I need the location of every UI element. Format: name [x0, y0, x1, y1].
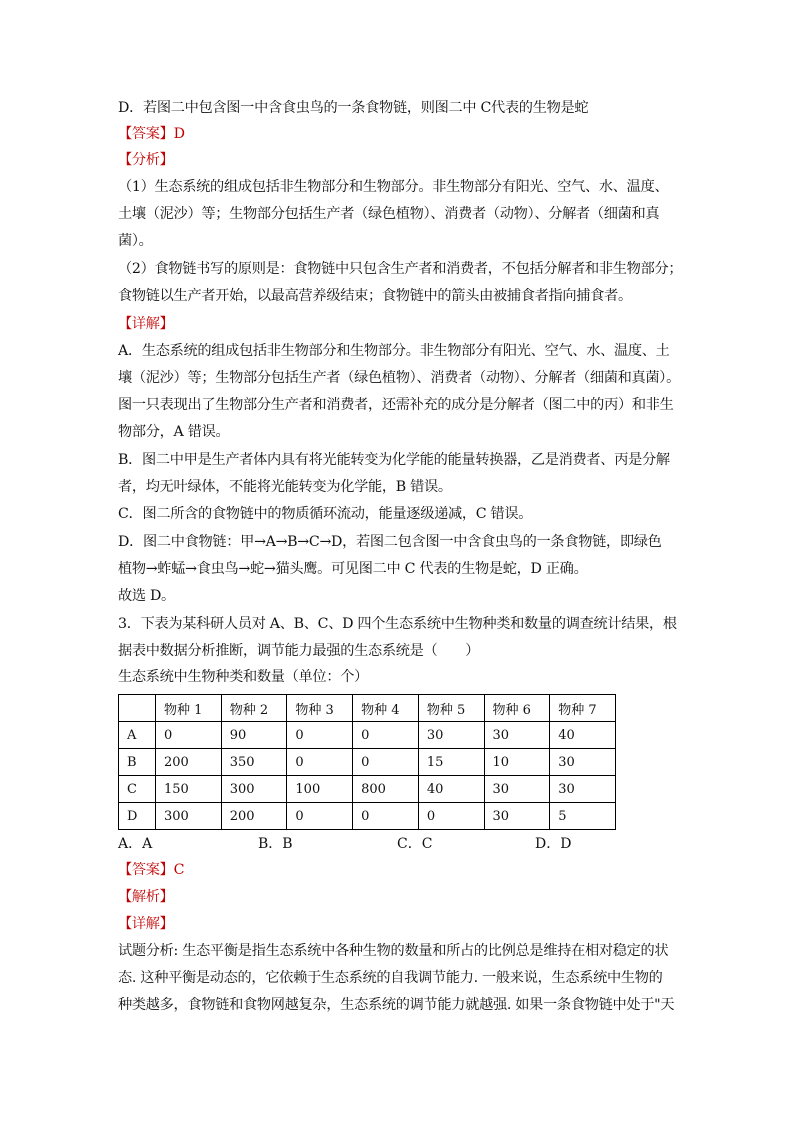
answer-value: D	[173, 126, 185, 142]
table-header-cell: 物种 3	[287, 695, 353, 722]
table-caption: 生态系统中生物种类和数量（单位：个）	[118, 669, 368, 685]
analysis-p2-line2: 食物链以生产者开始，以最高营养级结束；食物链中的箭头由被捕食者指向捕食者。	[118, 288, 632, 304]
explanation-line2: 态. 这种平衡是动态的，它依赖于生态系统的自我调节能力. 一般来说，生态系统中生物的	[118, 970, 663, 986]
detail-a-line2: 壤（泥沙）等；生物部分包括生产者（绿色植物）、消费者（动物）、分解者（细菌和真菌）。	[118, 370, 680, 386]
detail-d-line2: 植物→蚱蜢→食虫鸟→蛇→猫头鹰。可见图二中 C 代表的生物是蛇，D 正确。	[118, 561, 588, 577]
table-cell: 350	[221, 749, 287, 776]
table-cell: 0	[287, 749, 353, 776]
table-header-row	[119, 695, 616, 722]
table-cell: C	[119, 776, 156, 803]
table-cell: 30	[550, 749, 616, 776]
table-cell: 200	[156, 749, 222, 776]
table-cell: 0	[287, 722, 353, 749]
table-cell: 100	[287, 776, 353, 803]
table-cell: 90	[221, 722, 287, 749]
table-cell: 40	[418, 776, 484, 803]
option-a: A．A	[118, 836, 153, 852]
table-cell: 15	[418, 749, 484, 776]
table-cell: 30	[418, 722, 484, 749]
table-header-cell: 物种 2	[221, 695, 287, 722]
question-3-line1: 3．下表为某科研人员对 A、B、C、D 四个生态系统中生物种类和数量的调查统计结果，根	[118, 616, 677, 632]
table-cell: 0	[353, 803, 419, 830]
detail-tag: 【详解】	[118, 316, 174, 332]
analysis-p1-line3: 菌）。	[118, 233, 153, 249]
table-header-cell: 物种 6	[484, 695, 550, 722]
table-cell: 300	[156, 803, 222, 830]
option-d: D．D	[535, 836, 572, 852]
detail-a-line3: 图一只表现出了生物部分生产者和消费者，还需补充的成分是分解者（图二中的丙）和非生	[118, 397, 674, 413]
analysis-p2-line1: （2）食物链书写的原则是：食物链中只包含生产者和消费者，不包括分解者和非生物部分；	[118, 261, 683, 277]
table-cell: 30	[550, 776, 616, 803]
table-cell: 0	[156, 722, 222, 749]
table-cell: 800	[353, 776, 419, 803]
analysis-tag: 【分析】	[118, 152, 174, 168]
table-cell: 300	[221, 776, 287, 803]
table-cell: 5	[550, 803, 616, 830]
table-cell: 200	[221, 803, 287, 830]
answer-value: C	[173, 862, 185, 878]
question-3-line2: 据表中数据分析推断，调节能力最强的生态系统是（ ）	[118, 643, 480, 659]
analysis-p1-line2: 土壤（泥沙）等；生物部分包括生产者（绿色植物）、消费者（动物）、分解者（细菌和真	[118, 206, 660, 222]
table-cell: 30	[484, 722, 550, 749]
table-cell: D	[119, 803, 156, 830]
table-cell: B	[119, 749, 156, 776]
table-header-cell: 物种 1	[156, 695, 222, 722]
answer-line-2	[118, 860, 184, 880]
jiexi-tag: 【解析】	[118, 889, 174, 905]
answer-tag: 【答案】	[118, 126, 174, 142]
table-cell: 0	[353, 749, 419, 776]
option-d-text: D．若图二中包含图一中含食虫鸟的一条食物链，则图二中 C代表的生物是蛇	[118, 100, 589, 116]
answer-tag: 【答案】	[118, 862, 174, 878]
table-cell: 0	[418, 803, 484, 830]
table-cell: 30	[484, 803, 550, 830]
table-cell: 40	[550, 722, 616, 749]
option-b: B．B	[258, 836, 293, 852]
explanation-line1: 试题分析: 生态平衡是指生态系统中各种生物的数量和所占的比例总是维持在相对稳定的状	[118, 943, 669, 959]
detail-b-line1: B．图二中甲是生产者体内具有将光能转变为化学能的能量转换器，乙是消费者、丙是分解	[118, 452, 670, 468]
option-c: C．C	[397, 836, 433, 852]
detail-d-line1: D．图二中食物链：甲→A→B→C→D，若图二包含图一中含食虫鸟的一条食物链，即绿色	[118, 534, 662, 550]
detail-a-line1: A．生态系统的组成包括非生物部分和生物部分。非生物部分有阳光、空气、水、温度、土	[118, 343, 670, 359]
table-cell: 0	[287, 803, 353, 830]
table-row	[119, 722, 616, 749]
table-row	[119, 803, 616, 830]
table-cell: 10	[484, 749, 550, 776]
table-row	[119, 776, 616, 803]
answer-line-1	[118, 124, 185, 144]
table-row	[119, 749, 616, 776]
table-header-cell: 物种 4	[353, 695, 419, 722]
detail-c-line: C．图二所含的食物链中的物质循环流动，能量逐级递减，C 错误。	[118, 506, 533, 522]
table-header-cell: 物种 7	[550, 695, 616, 722]
explanation-line3: 种类越多，食物链和食物网越复杂，生态系统的调节能力就越强. 如果一条食物链中处于"天	[118, 997, 675, 1013]
table-cell: 30	[484, 776, 550, 803]
detail-tag-2: 【详解】	[118, 916, 174, 932]
table-header-cell: 物种 5	[418, 695, 484, 722]
detail-a-line4: 物部分，A 错误。	[118, 424, 230, 440]
species-table	[118, 694, 616, 830]
table-cell: 0	[353, 722, 419, 749]
table-cell: 150	[156, 776, 222, 803]
choose-d-line: 故选 D。	[118, 588, 175, 604]
table-header-cell	[119, 695, 156, 722]
analysis-p1-line1: （1）生态系统的组成包括非生物部分和生物部分。非生物部分有阳光、空气、水、温度、	[118, 179, 669, 195]
table-cell: A	[119, 722, 156, 749]
detail-b-line2: 者，均无叶绿体，不能将光能转变为化学能，B 错误。	[118, 479, 452, 495]
